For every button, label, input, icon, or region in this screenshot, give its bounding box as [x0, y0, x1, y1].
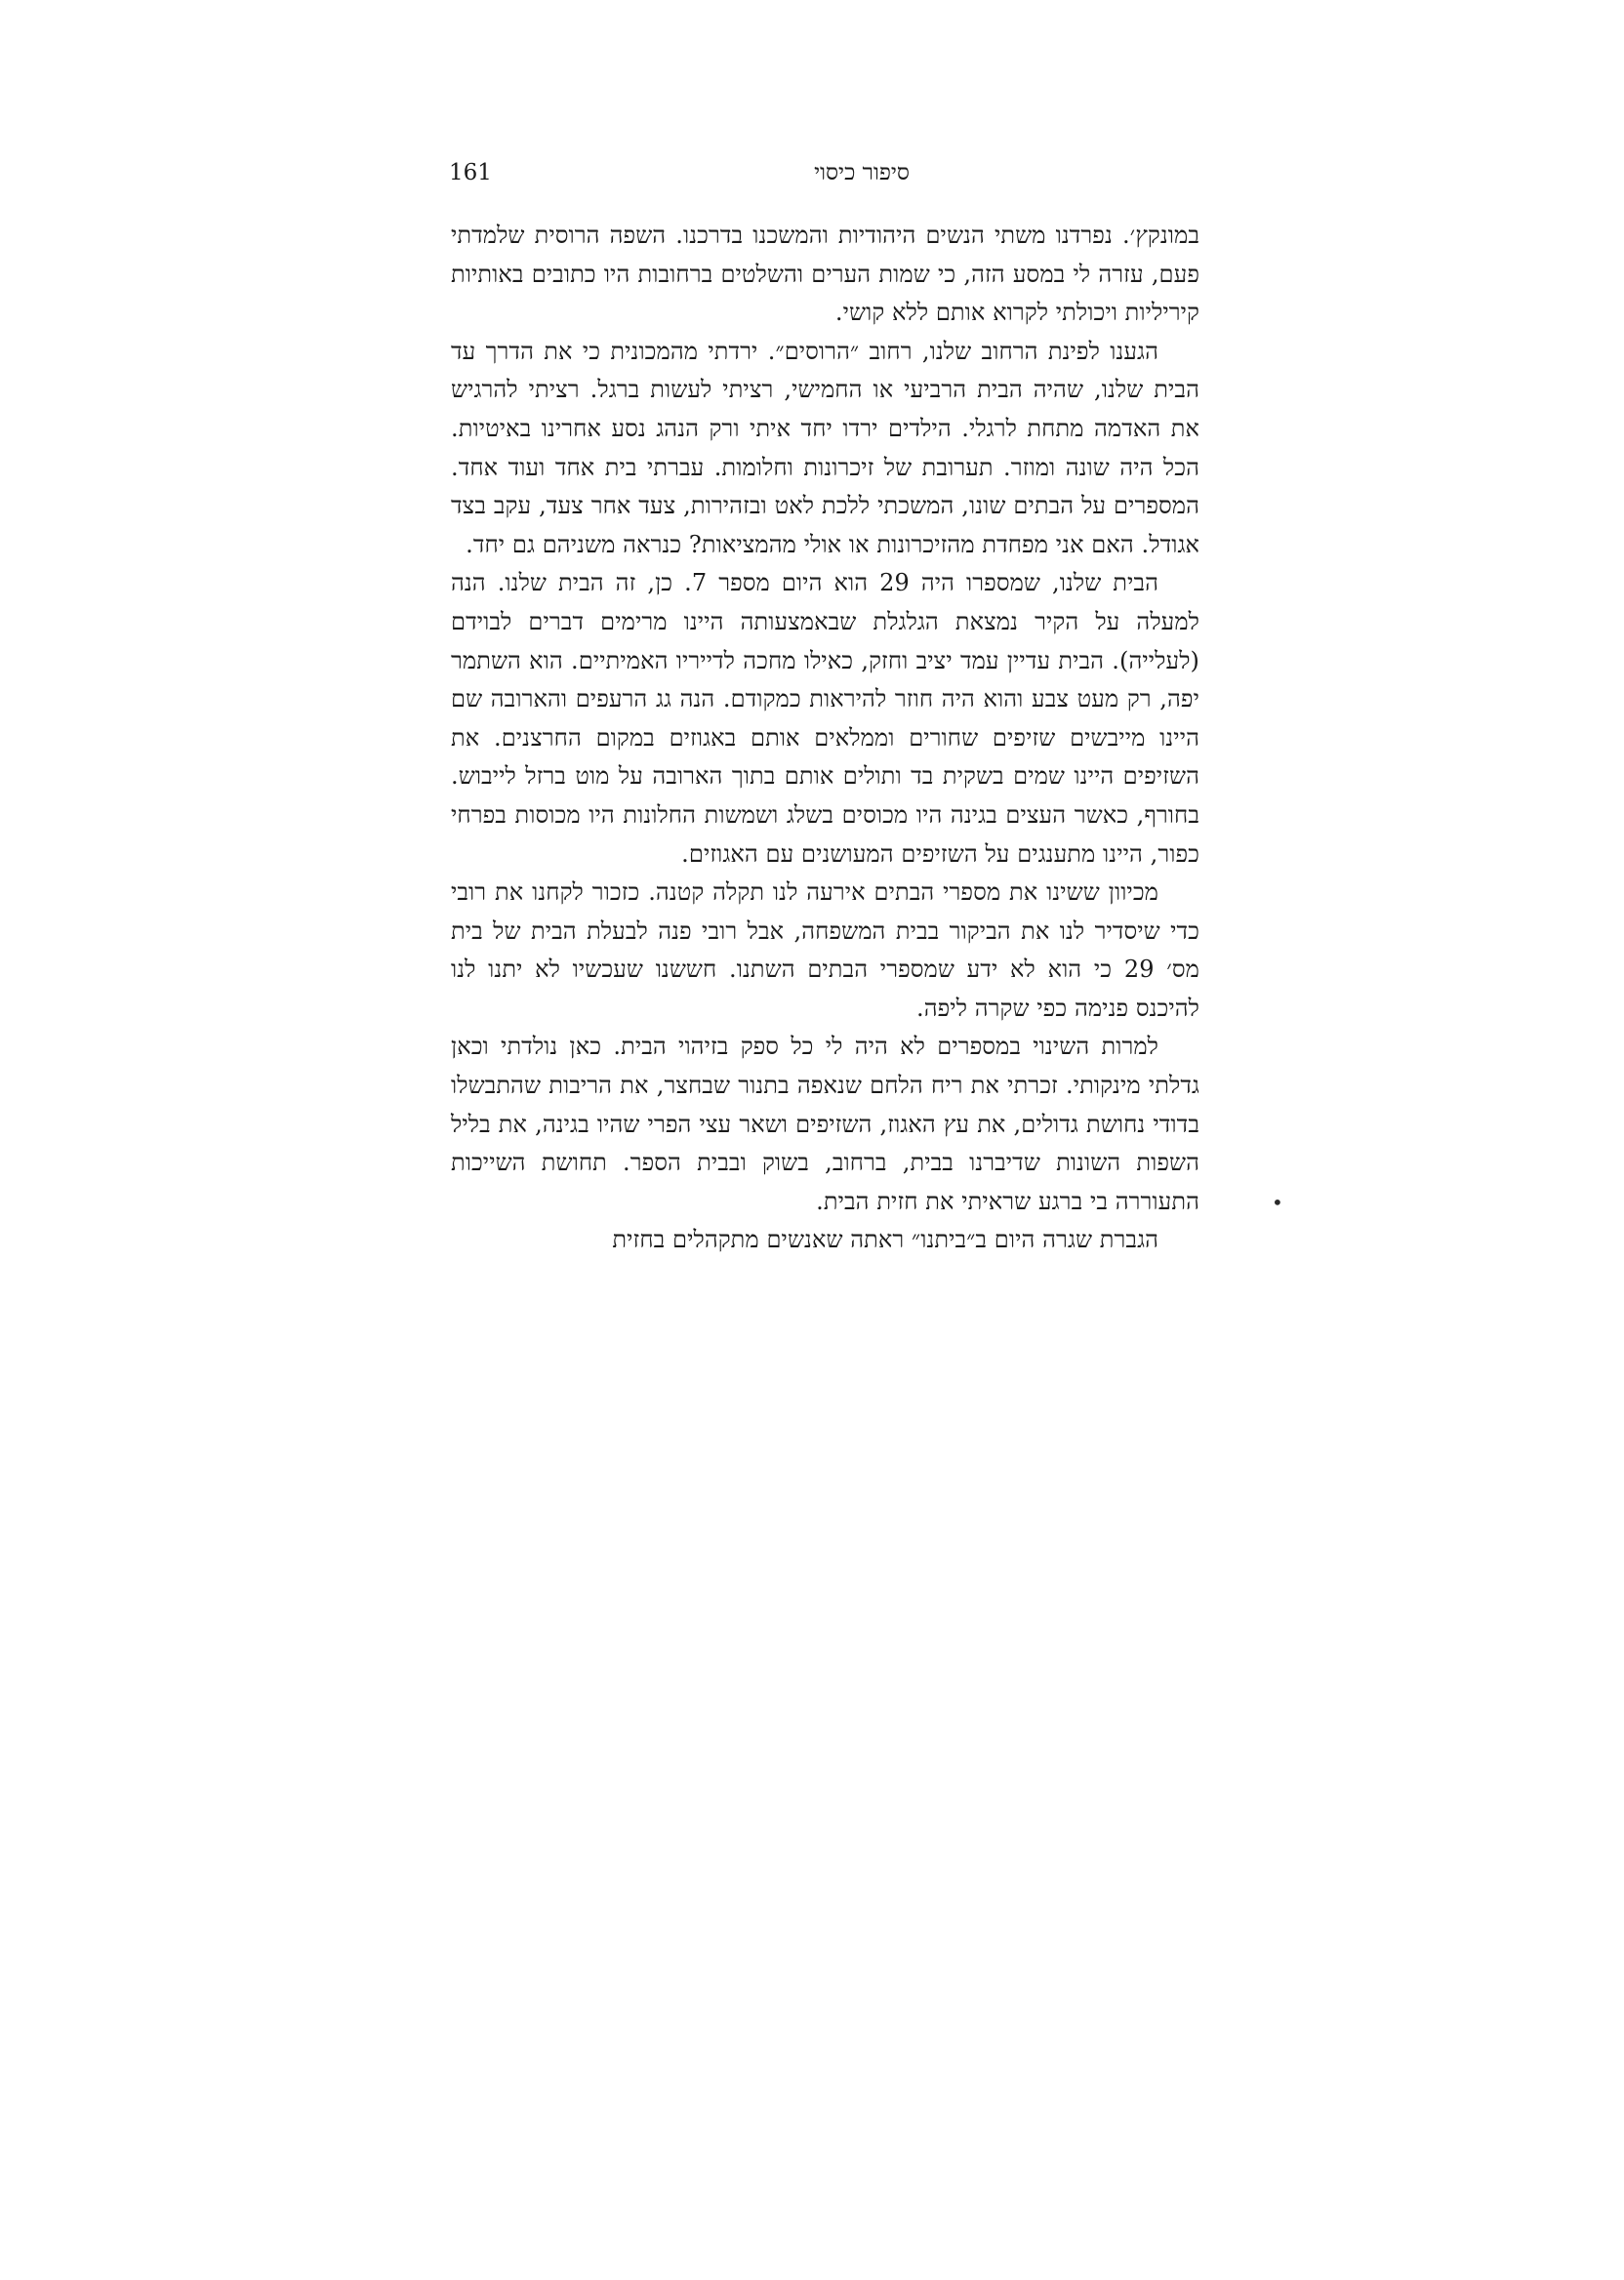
paragraph: הגברת שגרה היום ב״ביתנו״ ראתה שאנשים מתקהלים בחזית	[612, 1226, 1158, 1254]
paragraph: במונקץ׳. נפרדנו משתי הנשים היהודיות והמשכנו בדרכנו. השפה הרוסית שלמדתי פעם, עזרה לי במסע הזה, כי שמות הערים והשלטים ברחובות היו כתובים באותיות קיריליות ויכולתי לקרוא אותם ללא קושי.	[451, 222, 1199, 327]
margin-dot-icon: •	[1272, 1191, 1283, 1214]
paragraph: למרות השינוי במספרים לא היה לי כל ספק בזיהוי הבית. כאן נולדתי וכאן גדלתי מינקותי. זכרתי את ריח הלחם שנאפה בתנור שבחצר, את הריבות שהתבשלו בדודי נחושת גדולים, את עץ האגוז, השזיפים ושאר עצי הפרי שהיו בגינה, את בליל השפות השונות שדיברנו בבית, ברחוב, בשוק ובבית הספר. תחושת השייכות התעוררה בי ברגע שראיתי את חזית הבית.	[451, 1033, 1199, 1215]
running-head	[449, 156, 910, 195]
paragraph: מכיוון ששינו את מספרי הבתים אירעה לנו תקלה קטנה. כזכור לקחנו את רובי כדי שיסדיר לנו את הביקור בבית המשפחה, אבל רובי פנה לבעלת הבית של בית מס׳ 29 כי הוא לא ידע שמספרי הבתים השתנו. חששנו שעכשיו לא יתנו לנו להיכנס פנימה כפי שקרה ליפה.	[451, 878, 1199, 1022]
paragraph: הגענו לפינת הרחוב שלנו, רחוב ״הרוסים״. ירדתי מהמכונית כי את הדרך עד הבית שלנו, שהיה הבית הרביעי או החמישי, רציתי לעשות ברגל. רציתי להרגיש את האדמה מתחת לרגלי. הילדים ירדו יחד איתי ורק הנהג נסע אחרינו באיטיות. הכל היה שונה ומוזר. תערובת של זיכרונות וחלומות. עברתי בית אחד ועוד אחד. המספרים על הבתים שונו, המשכתי ללכת לאט ובזהירות, צעד אחר צעד, עקב בצד אגודל. האם אני מפחדת מהזיכרונות או אולי מהמציאות? כנראה משניהם גם יחד.	[451, 337, 1199, 558]
page-number: 161	[449, 160, 492, 185]
body-text	[451, 217, 1199, 1260]
running-title: סיפור כיסוי	[814, 160, 910, 185]
paragraph: הבית שלנו, שמספרו היה 29 הוא היום מספר 7. כן, זה הבית שלנו. הנה למעלה על הקיר נמצאת הגלגלת שבאמצעותה היינו מרימים דברים לבוידם (לעלייה). הבית עדיין עמד יציב וחזק, כאילו מחכה לדייריו האמיתיים. הוא השתמר יפה, רק מעט צבע והוא היה חוזר להיראות כמקודם. הנה גג הרעפים והארובה שם היינו מייבשים שזיפים שחורים וממלאים אותם באגוזים במקום החרצנים. את השזיפים היינו שמים בשקית בד ותולים אותם בתוך הארובה על מוט ברזל לייבוש. בחורף, כאשר העצים בגינה היו מכוסים בשלג ושמשות החלונות היו מכוסות בפרחי כפור, היינו מתענגים על השזיפים המעושנים עם האגוזים.	[451, 569, 1199, 868]
